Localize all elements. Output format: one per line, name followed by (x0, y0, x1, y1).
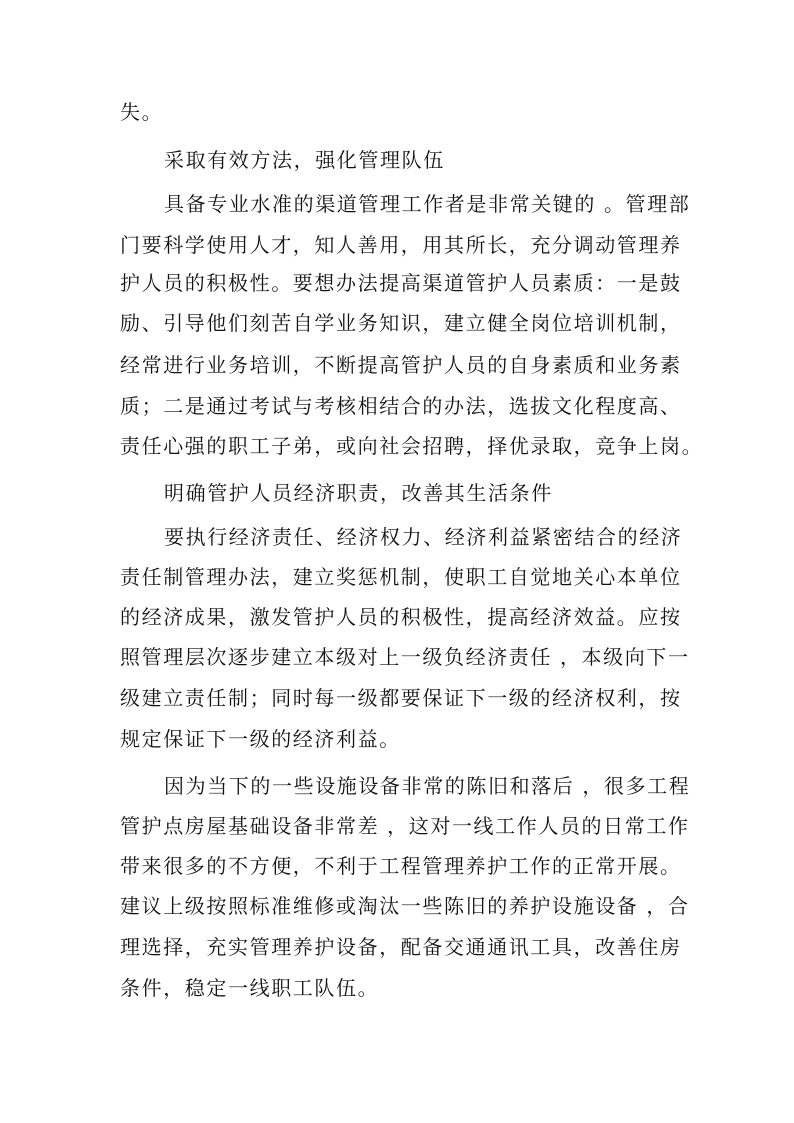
paragraph-line: 励、引导他们刻苦自学业务知识，建立健全岗位培训机制， (120, 311, 682, 335)
paragraph-line: 护人员的积极性。要想办法提高渠道管护人员素质：一是鼓 (120, 271, 682, 295)
paragraph-line: 的经济成果，激发管护人员的积极性，提高经济效益。应按 (120, 605, 682, 629)
paragraph-line: 建议上级按照标准维修或淘汰一些陈旧的养护设施设备 ，合 (120, 894, 690, 918)
paragraph-line: 管护点房屋基础设备非常差 ，这对一线工作人员的日常工作 (120, 814, 690, 838)
section-heading: 采取有效方法，强化管理队伍 (164, 148, 445, 172)
paragraph-line: 质；二是通过考试与考核相结合的办法，选拔文化程度高、 (120, 394, 682, 418)
paragraph-line: 理选择，充实管理养护设备，配备交通通讯工具，改善住房 (120, 935, 682, 959)
paragraph-line: 具备专业水准的渠道管理工作者是非常关键的 。管理部 (164, 192, 691, 216)
paragraph-line: 级建立责任制；同时每一级都要保证下一级的经济权利，按 (120, 686, 682, 710)
paragraph-line: 要执行经济责任、经济权力、经济利益紧密结合的经济 (164, 525, 683, 549)
paragraph-line: 条件，稳定一线职工队伍。 (120, 976, 380, 1000)
paragraph-end-line: 失。 (120, 100, 164, 124)
paragraph-line: 照管理层次逐步建立本级对上一级负经济责任 ，本级向下一 (120, 645, 690, 669)
paragraph-line: 因为当下的一些设施设备非常的陈旧和落后 ，很多工程 (164, 774, 691, 798)
paragraph-line: 规定保证下一级的经济利益。 (120, 727, 401, 751)
paragraph-line: 门要科学使用人才，知人善用，用其所长，充分调动管理养 (120, 233, 682, 257)
paragraph-line: 经常进行业务培训，不断提高管护人员的自身素质和业务素 (120, 353, 682, 377)
paragraph-line: 带来很多的不方便，不利于工程管理养护工作的正常开展。 (120, 854, 682, 878)
paragraph-line: 责任心强的职工子弟，或向社会招聘，择优录取，竞争上岗。 (120, 434, 704, 458)
section-heading: 明确管护人员经济职责，改善其生活条件 (164, 481, 553, 505)
paragraph-line: 责任制管理办法，建立奖惩机制，使职工自觉地关心本单位 (120, 565, 682, 589)
